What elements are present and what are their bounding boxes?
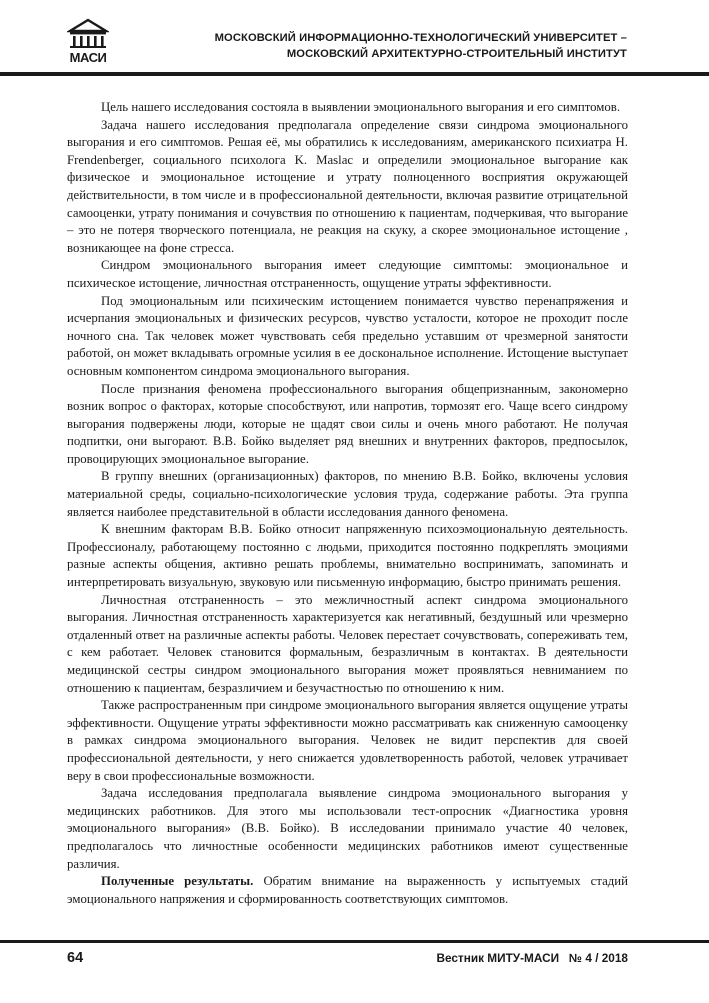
paragraph: Цель нашего исследования состояла в выявлении эмоционального выгорания и его симптомов. <box>101 100 621 114</box>
masi-logo <box>67 18 109 64</box>
article-body <box>67 99 628 908</box>
institution-line-2: МОСКОВСКИЙ АРХИТЕКТУРНО-СТРОИТЕЛЬНЫЙ ИНСТИТУТ <box>286 48 627 60</box>
page-footer <box>67 950 628 970</box>
results-text: Обратим внимание на выраженность у испытуемых стадий эмоционального напряжения и сформированность соответствующих симптомов. <box>67 874 628 906</box>
page-number: 64 <box>67 950 84 966</box>
paragraph: Личностная отстраненность – это межличностный аспект синдрома эмоционального выгорания. Личностная отстраненность характеризуется как негативный, бездушный или чрезмерно отдаленный ответ на различные аспекты работы. Человек перестает сочувствовать, сопереживать тем, с кем работает. Человек становится формальным, безразличным в контактах. В деятельности медицинской сестры синдром эмоционального выгорания может проявляться невниманием по отношению к пациентам, безразличием и безучастностью по отношению к ним. <box>67 592 628 695</box>
results-paragraph <box>67 873 628 908</box>
institution-line-1: МОСКОВСКИЙ ИНФОРМАЦИОННО-ТЕХНОЛОГИЧЕСКИЙ УНИВЕРСИТЕТ – <box>214 32 627 44</box>
page-header <box>0 0 709 76</box>
paragraph: В группу внешних (организационных) факторов, по мнению В.В. Бойко, включены условия материальной среды, социально-психологические условия труда, содержание работы. Эта группа является наиболее представительной в области исследования данного феномена. <box>67 469 628 519</box>
paragraph: К внешним факторам В.В. Бойко относит напряженную психоэмоциональную деятельность. Профессионалу, работающему постоянно с людьми, приходится постоянно подкреплять эмоциями разные аспекты общения, активно решать проблемы, внимательно воспринимать, запоминать и интерпретировать визуальную, звуковую или письменную информацию, быстро принимать решения. <box>67 522 628 590</box>
paragraph: Задача исследования предполагала выявление синдрома эмоционального выгорания у медицинских работников. Для этого мы использовали тест-опросник «Диагностика уровня эмоционального выгорания» (В.В. Бойко). В исследовании принимало участие 40 человек, предполагалось что личностные особенности медицинских работников имеют существенные различия. <box>67 786 628 871</box>
results-heading: Полученные результаты. <box>101 874 254 889</box>
header-rule <box>0 72 709 76</box>
paragraph: Под эмоциональным или психическим истощением понимается чувство перенапряжения и исчерпания эмоциональных и физических ресурсов, чувство усталости, которое не проходит после ночного сна. Так человек может чувствовать себя предельно уставшим от чрезмерной занятости работой, он может вкладывать огромные усилия в ее доскональное исполнение. Истощение выступает основным компонентом синдрома эмоционального выгорания. <box>67 293 628 378</box>
paragraph: Задача нашего исследования предполагала определение связи синдрома эмоционального выгорания и его симптомов. Решая её, мы обратились к исследованиям, американского психиатра H. Frendenberger, социального психолога K. Maslac и определили эмоциональное выгорание как физическое и эмоциональное истощение и утрату полноценного восприятия окружающей действительности, в том числе и в профессиональной деятельности, включая развитие отрицательной самооценки, утрату понимания и сочувствия по отношению к пациентам, подчеркивая, что выгорание – это не потеря творческого потенциала, не реакция на скуку, а скорее эмоциональное истощение , возникающее на фоне стресса. <box>67 117 628 255</box>
institution-name <box>215 30 627 62</box>
paragraph: Также распространенным при синдроме эмоционального выгорания является ощущение утраты эффективности. Ощущение утраты эффективности можно рассматривать как сниженную самооценку в рамках синдрома эмоционального выгорания. Человек не видит перспектив для своей профессиональной деятельности, у него снижается удовлетворенность работой, человек утрачивает веру в свои профессиональные возможности. <box>67 698 628 783</box>
journal-issue: Вестник МИТУ-МАСИ № 4 / 2018 <box>436 951 628 965</box>
paragraph: После признания феномена профессионального выгорания общепризнанным, закономерно возник вопрос о факторах, которые способствуют, или напротив, тормозят его. Чаще всего синдрому выгорания подвержены люди, которые не щадят свои силы и очень много работают. Не получая подпитки, они выгорают. В.В. Бойко выделяет ряд внешних и внутренних факторов, предпосылок, провоцирующих эмоциональное выгорание. <box>67 381 628 466</box>
svg-text:МАСИ: МАСИ <box>69 50 107 64</box>
footer-rule <box>0 940 709 943</box>
paragraph: Синдром эмоционального выгорания имеет следующие симптомы: эмоциональное и психическое истощение, личностная отстраненность, ощущение утраты эффективности. <box>67 258 628 290</box>
